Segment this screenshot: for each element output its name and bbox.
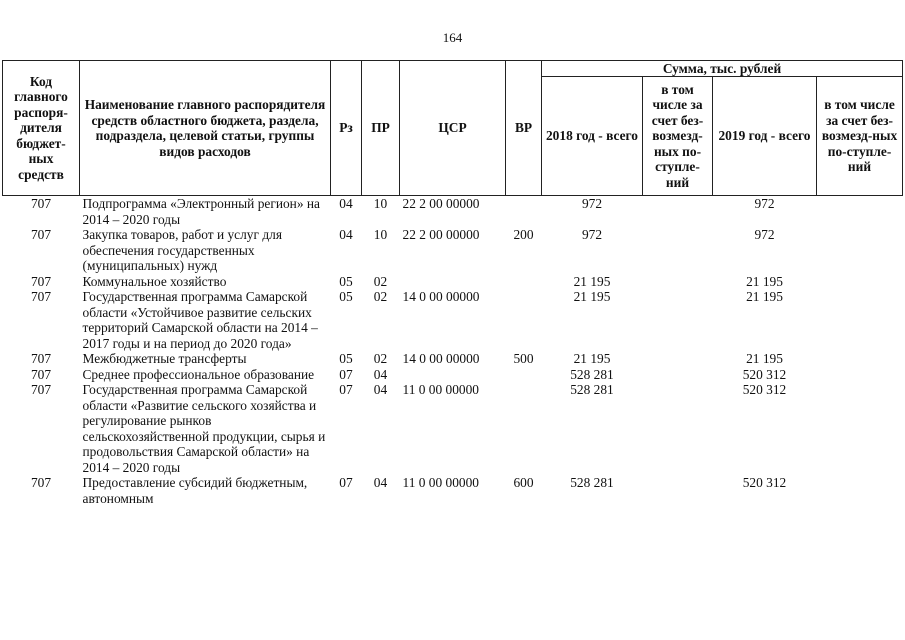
header-vr: ВР [506,61,542,196]
cell-rz: 04 [339,227,353,242]
cell-vr: 500 [513,351,534,366]
cell-name: Межбюджетные трансферты [82,351,247,366]
table-row [3,351,903,367]
cell-vr: 600 [513,475,534,490]
cell-2018-total: 528 281 [570,366,614,382]
cell-csr [400,274,506,290]
table-body [3,196,903,507]
cell-2018-free [643,382,713,475]
cell-2019-free [817,196,903,228]
cell-vr [506,367,542,383]
cell-2019-free [817,351,903,367]
table-row [3,227,903,274]
cell-csr: 14 0 00 00000 [402,289,480,304]
cell-name: Государственная программа Самарской области «Устойчивое развитие сельских территорий Самарской области на 2014 – 2017 годы и на период до 2020 года» [82,289,318,351]
cell-name: Среднее профессиональное образование [82,366,315,382]
cell-2018-total: 21 195 [573,351,611,366]
cell-rz: 07 [339,366,353,382]
cell-name: Подпрограмма «Электронный регион» на 2014 – 2020 годы [82,196,321,227]
cell-2018-total: 21 195 [573,289,611,304]
cell-2019-free [817,367,903,383]
header-2018-free: в том числе за счет без-возмезд-ных по-ступле-ний [643,77,713,196]
cell-code: 707 [30,366,52,382]
header-code: Код главного распоря-дителя бюджет-ных средств [3,61,80,196]
cell-2018-free [643,289,713,351]
header-pr: ПР [362,61,400,196]
header-sum-group: Сумма, тыс. рублей [542,61,903,77]
cell-2018-total: 972 [581,227,603,242]
cell-2018-free [643,351,713,367]
cell-name: Государственная программа Самарской области «Развитие сельского хозяйства и регулирование рынков сельскохозяйственной продукции, сырья и продовольствия Самарской области» на 2014 – 2020 годы [82,382,326,475]
header-csr: ЦСР [400,61,506,196]
table-row [3,289,903,351]
cell-pr: 04 [373,382,388,397]
cell-2019-free [817,274,903,290]
cell-2019-total: 972 [754,227,775,242]
cell-pr: 04 [373,475,388,490]
budget-table [2,60,903,506]
cell-2019-total: 520 312 [742,366,787,382]
cell-rz: 04 [339,196,353,211]
cell-2019-total: 972 [754,196,775,211]
cell-csr: 14 0 00 00000 [402,351,480,366]
cell-pr: 02 [373,351,388,366]
table-row [3,367,903,383]
header-2019-total: 2019 год - всего [713,77,817,196]
cell-2019-free [817,227,903,274]
cell-2019-free [817,289,903,351]
table-row [3,196,903,228]
header-2018-total: 2018 год - всего [542,77,643,196]
cell-2018-total: 528 281 [570,475,614,490]
table-row [3,274,903,290]
cell-rz: 05 [339,273,353,289]
cell-rz: 07 [339,475,353,490]
cell-2018-free [643,274,713,290]
cell-name: Предоставление субсидий бюджетным, автономным [82,475,308,506]
cell-vr [506,382,542,475]
cell-2019-free [817,475,903,506]
cell-csr: 22 2 00 00000 [402,196,480,211]
table-row [3,475,903,506]
cell-name: Закупка товаров, работ и услуг для обеспечения государственных (муниципальных) нужд [82,227,282,273]
cell-pr: 02 [373,273,388,289]
cell-vr [506,289,542,351]
cell-2019-free [817,382,903,475]
cell-2018-free [643,196,713,228]
cell-2019-total: 21 195 [746,289,783,304]
cell-pr: 02 [373,289,388,304]
cell-2019-total: 520 312 [742,382,787,397]
header-2019-free: в том числе за счет без-возмезд-ных по-ступле-ний [817,77,903,196]
cell-csr [400,367,506,383]
page-number: 164 [442,30,463,45]
cell-csr: 22 2 00 00000 [402,227,480,242]
cell-code: 707 [30,289,52,304]
cell-pr: 04 [373,366,388,382]
table-header [3,61,903,196]
cell-rz: 07 [339,382,353,397]
cell-code: 707 [30,475,52,490]
header-rz: Рз [331,61,362,196]
table-row [3,382,903,475]
cell-csr: 11 0 00 00000 [402,382,479,397]
cell-2019-total: 21 195 [746,351,783,366]
cell-pr: 10 [373,227,388,242]
cell-code: 707 [30,227,52,242]
cell-vr: 200 [513,227,534,242]
cell-csr: 11 0 00 00000 [402,475,479,490]
cell-vr [506,274,542,290]
cell-2018-free [643,475,713,506]
cell-rz: 05 [339,351,353,366]
cell-2018-free [643,227,713,274]
cell-rz: 05 [339,289,353,304]
cell-code: 707 [30,196,52,211]
cell-2018-free [643,367,713,383]
cell-code: 707 [30,273,52,289]
cell-2019-total: 520 312 [742,475,787,490]
cell-code: 707 [30,382,52,397]
header-name: Наименование главного распорядителя средств областного бюджета, раздела, подраздела, целевой статьи, группы видов расходов [80,61,331,196]
cell-2018-total: 528 281 [570,382,614,397]
cell-code: 707 [30,351,52,366]
cell-pr: 10 [373,196,388,211]
cell-2019-total: 21 195 [746,273,783,289]
cell-vr [506,196,542,228]
cell-2018-total: 972 [581,196,603,211]
cell-name: Коммунальное хозяйство [82,273,227,289]
cell-2018-total: 21 195 [573,273,611,289]
